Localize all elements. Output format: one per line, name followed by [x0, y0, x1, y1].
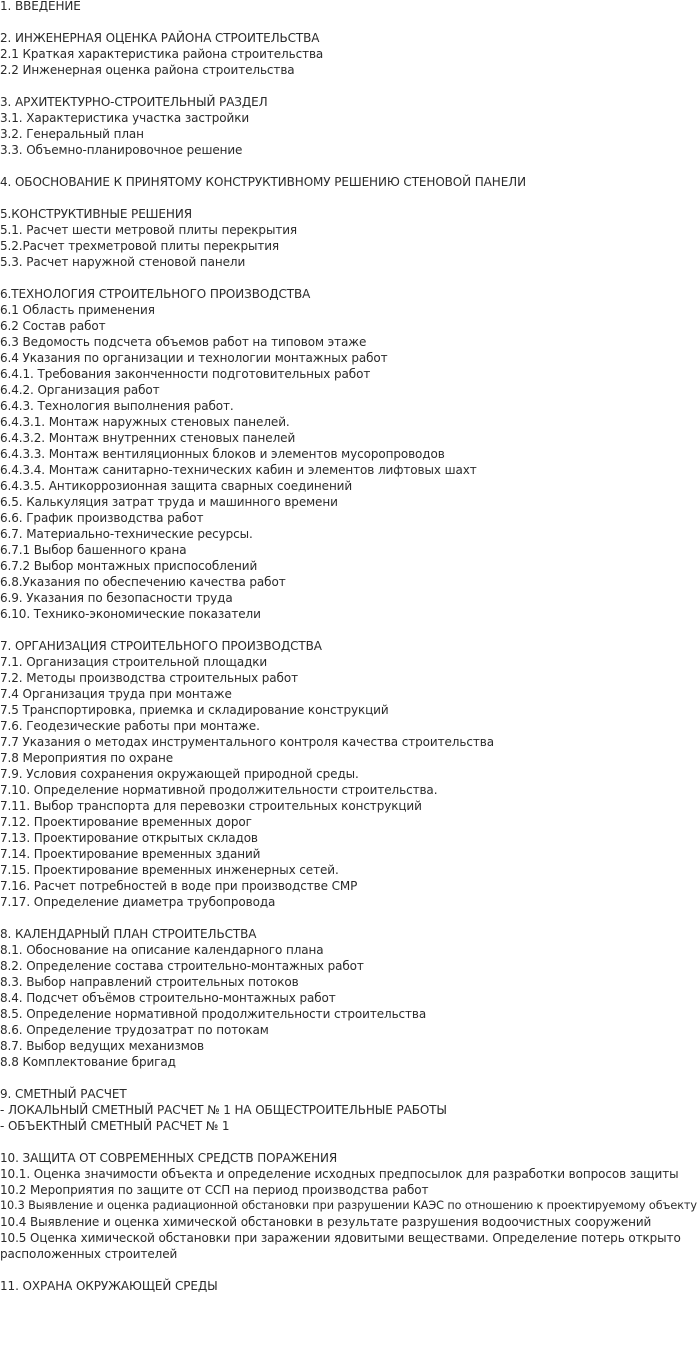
toc-entry: 7.17. Определение диаметра трубопровода [0, 895, 276, 909]
toc-entry: 6.10. Технико-экономические показатели [0, 607, 261, 621]
toc-entry: 7.5 Транспортировка, приемка и складирование конструкций [0, 703, 389, 717]
section-heading: 2. ИНЖЕНЕРНАЯ ОЦЕНКА РАЙОНА СТРОИТЕЛЬСТВА [0, 31, 320, 45]
section-heading: 1. ВВЕДЕНИЕ [0, 0, 81, 13]
toc-entry: 2.1 Краткая характеристика района строительства [0, 47, 324, 61]
toc-entry: 7.7 Указания о методах инструментального контроля качества строительства [0, 735, 494, 749]
toc-entry: 7.14. Проектирование временных зданий [0, 847, 261, 861]
blank-line [0, 622, 700, 638]
toc-entry: 6.4 Указания по организации и технологии монтажных работ [0, 351, 388, 365]
toc-entry: 10.1. Оценка значимости объекта и определение исходных предпосылок для разработки вопросов защиты [0, 1167, 679, 1181]
toc-entry: 7.4 Организация труда при монтаже [0, 687, 232, 701]
section-heading: 10. ЗАЩИТА ОТ СОВРЕМЕННЫХ СРЕДСТВ ПОРАЖЕНИЯ [0, 1151, 338, 1165]
toc-entry: 10.2 Мероприятия по защите от ССП на период производства работ [0, 1183, 429, 1197]
toc-entry: 8.5. Определение нормативной продолжительности строительства [0, 1007, 427, 1021]
toc-entry: 5.3. Расчет наружной стеновой панели [0, 255, 246, 269]
section-heading: 8. КАЛЕНДАРНЫЙ ПЛАН СТРОИТЕЛЬСТВА [0, 927, 257, 941]
toc-entry: 7.10. Определение нормативной продолжительности строительства. [0, 783, 438, 797]
toc-entry: 7.15. Проектирование временных инженерных сетей. [0, 863, 339, 877]
toc-entry: 3.2. Генеральный план [0, 127, 144, 141]
toc-entry: 8.1. Обоснование на описание календарного плана [0, 943, 324, 957]
toc-entry: 6.1 Область применения [0, 303, 155, 317]
toc-entry: 6.5. Калькуляция затрат труда и машинного времени [0, 495, 338, 509]
toc-entry: 6.7.2 Выбор монтажных приспособлений [0, 559, 258, 573]
section-heading: 5.КОНСТРУКТИВНЫЕ РЕШЕНИЯ [0, 207, 192, 221]
toc-entry: 5.2.Расчет трехметровой плиты перекрытия [0, 239, 280, 253]
toc-entry: 8.3. Выбор направлений строительных потоков [0, 975, 299, 989]
toc-entry: 7.16. Расчет потребностей в воде при производстве СМР [0, 879, 358, 893]
toc-entry: 6.7. Материально-технические ресурсы. [0, 527, 253, 541]
toc-entry: 8.7. Выбор ведущих механизмов [0, 1039, 204, 1053]
section-heading: 3. АРХИТЕКТУРНО-СТРОИТЕЛЬНЫЙ РАЗДЕЛ [0, 95, 268, 109]
toc-entry: - ЛОКАЛЬНЫЙ СМЕТНЫЙ РАСЧЕТ № 1 НА ОБЩЕСТРОИТЕЛЬНЫЕ РАБОТЫ [0, 1103, 447, 1117]
blank-line [0, 14, 700, 30]
toc-entry: 10.4 Выявление и оценка химической обстановки в результате разрушения водоочистных сооружений [0, 1215, 652, 1229]
toc-entry: 5.1. Расчет шести метровой плиты перекрытия [0, 223, 298, 237]
toc-entry: 6.4.3.5. Антикоррозионная защита сварных соединений [0, 479, 353, 493]
toc-entry: 2.2 Инженерная оценка района строительства [0, 63, 295, 77]
toc-entry: 6.9. Указания по безопасности труда [0, 591, 233, 605]
toc-entry: 6.8.Указания по обеспечению качества работ [0, 575, 286, 589]
toc-entry: 6.7.1 Выбор башенного крана [0, 543, 187, 557]
toc-entry: 8.6. Определение трудозатрат по потокам [0, 1023, 269, 1037]
toc-entry: 6.2 Состав работ [0, 319, 106, 333]
toc-entry: 6.4.3.3. Монтаж вентиляционных блоков и элементов мусоропроводов [0, 447, 445, 461]
toc-entry: 6.4.3.1. Монтаж наружных стеновых панелей. [0, 415, 290, 429]
toc-entry: 6.4.1. Требования законченности подготовительных работ [0, 367, 371, 381]
blank-line [0, 78, 700, 94]
toc-entry: 6.4.3. Технология выполнения работ. [0, 399, 234, 413]
toc-entry: 7.9. Условия сохранения окружающей природной среды. [0, 767, 359, 781]
blank-line [0, 1134, 700, 1150]
toc-entry: 3.3. Объемно-планировочное решение [0, 143, 243, 157]
toc-entry: 7.6. Геодезические работы при монтаже. [0, 719, 260, 733]
toc-entry: 8.4. Подсчет объёмов строительно-монтажных работ [0, 991, 336, 1005]
section-heading: 11. ОХРАНА ОКРУЖАЮЩЕЙ СРЕДЫ [0, 1279, 218, 1293]
section-heading: 9. СМЕТНЫЙ РАСЧЕТ [0, 1087, 127, 1101]
toc-entry: 6.4.3.4. Монтаж санитарно-технических кабин и элементов лифтовых шахт [0, 463, 477, 477]
blank-line [0, 1070, 700, 1086]
blank-line [0, 910, 700, 926]
blank-line [0, 270, 700, 286]
blank-line [0, 1262, 700, 1278]
toc-entry: 8.2. Определение состава строительно-монтажных работ [0, 959, 364, 973]
toc-entry: 6.3 Ведомость подсчета объемов работ на типовом этаже [0, 335, 367, 349]
blank-line [0, 158, 700, 174]
section-heading: 6.ТЕХНОЛОГИЯ СТРОИТЕЛЬНОГО ПРОИЗВОДСТВА [0, 287, 311, 301]
toc-entry: 8.8 Комплектование бригад [0, 1055, 176, 1069]
toc-entry: 7.2. Методы производства строительных работ [0, 671, 298, 685]
toc-entry: 7.11. Выбор транспорта для перевозки строительных конструкций [0, 799, 422, 813]
toc-entry: 6.4.3.2. Монтаж внутренних стеновых панелей [0, 431, 296, 445]
toc-entry: 10.5 Оценка химической обстановки при заражении ядовитыми веществами. Определение потерь открыто расположенных строителей [0, 1231, 681, 1261]
toc-entry: 7.8 Мероприятия по охране [0, 751, 174, 765]
blank-line [0, 190, 700, 206]
section-heading: 4. ОБОСНОВАНИЕ К ПРИНЯТОМУ КОНСТРУКТИВНОМУ РЕШЕНИЮ СТЕНОВОЙ ПАНЕЛИ [0, 175, 526, 189]
section-heading: 7. ОРГАНИЗАЦИЯ СТРОИТЕЛЬНОГО ПРОИЗВОДСТВА [0, 639, 322, 653]
toc-entry: 6.6. График производства работ [0, 511, 204, 525]
toc-entry: 7.13. Проектирование открытых складов [0, 831, 258, 845]
toc-entry: 6.4.2. Организация работ [0, 383, 160, 397]
toc-entry: 10.3 Выявление и оценка радиационной обстановки при разрушении КАЭС по отношению к проектируемому объекту [0, 1199, 697, 1212]
toc-entry: 7.12. Проектирование временных дорог [0, 815, 252, 829]
toc-entry: 3.1. Характеристика участка застройки [0, 111, 250, 125]
toc-entry: 7.1. Организация строительной площадки [0, 655, 268, 669]
toc-entry: - ОБЪЕКТНЫЙ СМЕТНЫЙ РАСЧЕТ № 1 [0, 1119, 230, 1133]
